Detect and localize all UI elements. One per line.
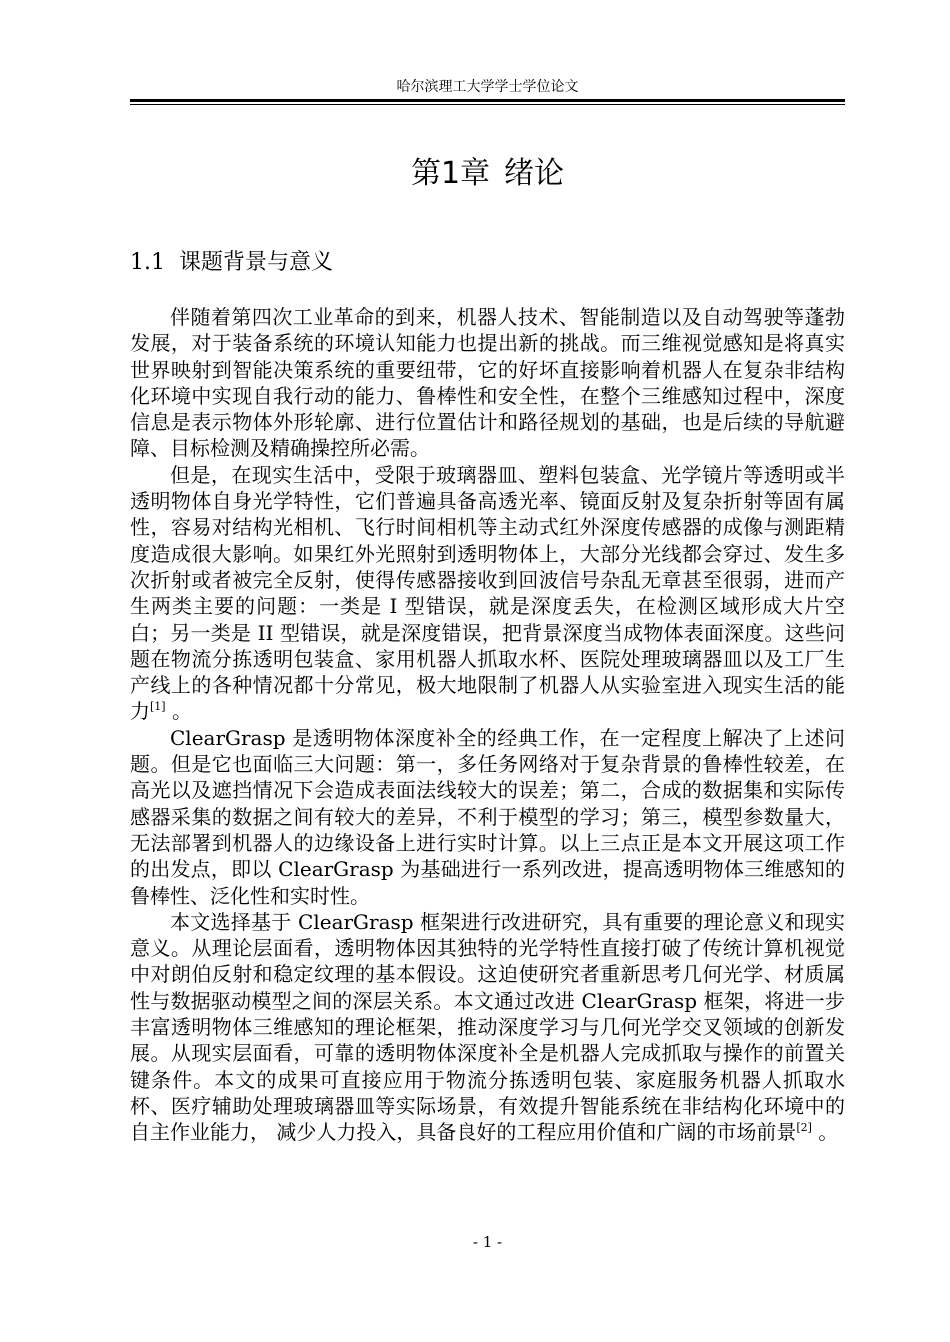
section-title [130,246,845,280]
citation-2[interactable]: [2] [796,1121,812,1135]
paragraph-4 [130,909,845,1146]
chapter-name: 绪论 [504,156,565,191]
section-number: 1.1 [130,250,165,275]
paragraph-text: ClearGrasp 是透明物体深度补全的经典工作，在一定程度上解决了上述问题。但是它也面临三大问题：第一，多任务网络对于复杂背景的鲁棒性较差，在高光以及遮挡情况下会造成表面法线较大的误差；第二，合成的数据集和实际传感器采集的数据之间有较大的差异，不利于模型的学习；第三，模型参数量大，无法部署到机器人的边缘设备上进行实时计算。以上三点正是本文开展这项工作的出发点，即以 ClearGrasp 为基础进行一系列改进，提高透明物体三维感知的鲁棒性、泛化性和实时性。 [130,725,845,908]
paragraph-tail: 。 [811,1120,839,1145]
chapter-number: 第1章 [410,156,491,191]
body-text [130,304,845,1146]
header-rule-thin [130,104,845,105]
section-name: 课题背景与意义 [179,250,334,275]
paragraph-text: 但是，在现实生活中，受限于玻璃器皿、塑料包装盒、光学镜片等透明或半透明物体自身光学特性，它们普遍具备高透光率、镜面反射及复杂折射等固有属性，容易对结构光相机、飞行时间相机等主动式红外深度传感器的成像与测距精度造成很大影响。如果红外光照射到透明物体上，大部分光线都会穿过、发生多次折射或者被完全反射，使得传感器接收到回波信号杂乱无章甚至很弱，进而产生两类主要的问题：一类是 I 型错误，就是深度丢失，在检测区域形成大片空白；另一类是 II 型错误，就是深度错误，把背景深度当成物体表面深度。这些问题在物流分拣透明包装盒、家用机器人抓取水杯、医院处理玻璃器皿以及工厂生产线上的各种情况都十分常见，极大地限制了机器人从实验室进入现实生活的能力 [130,462,845,724]
paragraph-2 [130,462,845,725]
paragraph-tail: 。 [165,699,192,724]
paragraph-3 [130,725,845,909]
header-rule-thick [130,99,845,102]
paragraph-text: 伴随着第四次工业革命的到来，机器人技术、智能制造以及自动驾驶等蓬勃发展，对于装备系统的环境认知能力也提出新的挑战。而三维视觉感知是将真实世界映射到智能决策系统的重要纽带，它的好坏直接影响着机器人在复杂非结构化环境中实现自我行动的能力、鲁棒性和安全性，在整个三维感知过程中，深度信息是表示物体外形轮廓、进行位置估计和路径规划的基础，也是后续的导航避障、目标检测及精确操控所必需。 [130,305,845,461]
paragraph-1 [130,304,845,462]
chapter-title [130,152,845,196]
page-number: - 1 - [472,1233,503,1251]
paragraph-text: 本文选择基于 ClearGrasp 框架进行改进研究，具有重要的理论意义和现实意义。从理论层面看，透明物体因其独特的光学特性直接打破了传统计算机视觉中对朗伯反射和稳定纹理的基本假设。这迫使研究者重新思考几何光学、材质属性与数据驱动模型之间的深层关系。本文通过改进 ClearGrasp 框架，将进一步丰富透明物体三维感知的理论框架，推动深度学习与几何光学交叉领域的创新发展。从现实层面看，可靠的透明物体深度补全是机器人完成抓取与操作的前置关键条件。本文的成果可直接应用于物流分拣透明包装、家庭服务机器人抓取水杯、医疗辅助处理玻璃器皿等实际场景，有效提升智能系统在非结构化环境中的自主作业能力， 减少人力投入，具备良好的工程应用价值和广阔的市场前景 [130,909,845,1145]
running-header: 哈尔滨理工大学学士学位论文 [396,79,579,95]
citation-1[interactable]: [1] [150,700,166,714]
